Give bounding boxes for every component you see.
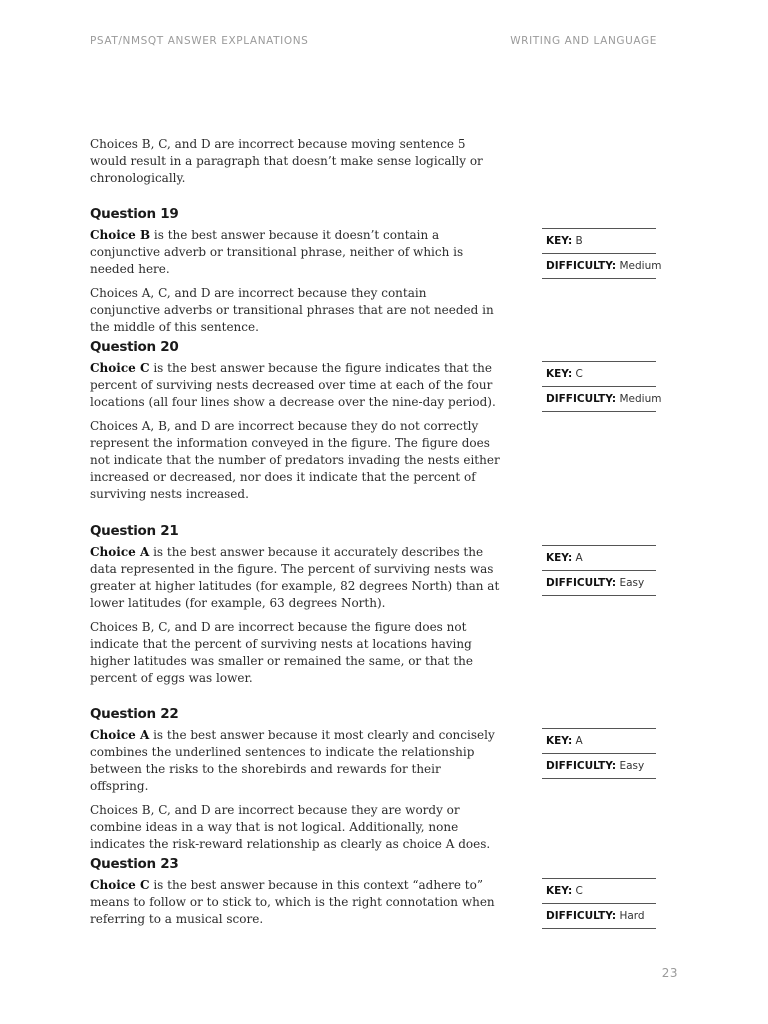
incorrect-explanation: Choices B, C, and D are incorrect because the figure does not indicate that the percent of surviving nests at locations having higher latitudes was smaller or remained the same, or that the percent of eggs was lower. [90, 620, 473, 685]
question-22-body [90, 727, 500, 853]
key-label: KEY: [546, 552, 573, 564]
key-row [542, 728, 656, 753]
difficulty-label: DIFFICULTY: [546, 577, 617, 589]
incorrect-explanation: Choices A, C, and D are incorrect because they contain conjunctive adverbs or transitional phrases that are not needed in the middle of this sentence. [90, 286, 494, 334]
key-value: B [575, 235, 583, 247]
question-19-key-box [542, 228, 662, 279]
page-number: 23 [661, 966, 678, 980]
incorrect-explanation: Choices B, C, and D are incorrect because they are wordy or combine ideas in a way that is not logical. Additionally, none indicates the risk-reward relationship as clearly as choice A does. [90, 803, 491, 851]
intro-paragraph-block [90, 136, 500, 187]
question-23-key-box [542, 878, 656, 929]
key-row [542, 228, 656, 253]
difficulty-value: Easy [619, 577, 645, 589]
correct-explanation [90, 227, 500, 278]
correct-explanation-text: is the best answer because it most clearly and concisely combines the underlined sentences to indicate the relationship between the risks to the shorebirds and rewards for their offspring. [90, 728, 495, 793]
key-row [542, 878, 656, 903]
question-19-title: Question 19 [90, 206, 179, 222]
question-23-body [90, 877, 500, 928]
difficulty-value: Medium [619, 260, 662, 272]
running-header-right: WRITING AND LANGUAGE [510, 35, 657, 47]
difficulty-row [542, 753, 656, 779]
difficulty-value: Easy [619, 760, 645, 772]
question-22-key-box [542, 728, 656, 779]
incorrect-explanation: Choices A, B, and D are incorrect because they do not correctly represent the information conveyed in the figure. The figure does not indicate that the number of predators invading the nests either increased or decreased, nor does it indicate that the percent of surviving nests increased. [90, 419, 500, 501]
difficulty-row [542, 386, 662, 412]
question-22-title: Question 22 [90, 706, 179, 722]
difficulty-label: DIFFICULTY: [546, 910, 617, 922]
difficulty-value: Hard [619, 910, 645, 922]
correct-explanation-text: is the best answer because in this context “adhere to” means to follow or to stick to, which is the right connotation when referring to a musical score. [90, 878, 495, 926]
correct-choice-label: Choice A [90, 545, 150, 559]
correct-choice-label: Choice B [90, 228, 151, 242]
question-20-title: Question 20 [90, 339, 179, 355]
difficulty-value: Medium [619, 393, 662, 405]
key-row [542, 361, 656, 386]
correct-explanation [90, 544, 500, 612]
running-header-left: PSAT/NMSQT ANSWER EXPLANATIONS [90, 35, 309, 47]
key-value: A [575, 735, 583, 747]
key-value: A [575, 552, 583, 564]
correct-choice-label: Choice A [90, 728, 150, 742]
key-row [542, 545, 656, 570]
key-label: KEY: [546, 735, 573, 747]
difficulty-row [542, 903, 656, 929]
key-label: KEY: [546, 235, 573, 247]
correct-explanation-text: is the best answer because it accurately describes the data represented in the figure. The percent of surviving nests was greater at higher latitudes (for example, 82 degrees North) than at lower latitudes (for example, 63 degrees North). [90, 545, 500, 610]
question-20-key-box [542, 361, 662, 412]
intro-paragraph: Choices B, C, and D are incorrect because moving sentence 5 would result in a paragraph that doesn’t make sense logically or chronologically. [90, 137, 483, 185]
correct-explanation [90, 360, 500, 411]
question-23-title: Question 23 [90, 856, 179, 872]
correct-explanation [90, 877, 500, 928]
correct-explanation [90, 727, 500, 795]
question-19-body [90, 227, 500, 336]
difficulty-row [542, 253, 662, 279]
question-21-key-box [542, 545, 656, 596]
question-21-body [90, 544, 500, 687]
correct-choice-label: Choice C [90, 361, 150, 375]
correct-explanation-text: is the best answer because it doesn’t contain a conjunctive adverb or transitional phrase, neither of which is needed here. [90, 228, 464, 276]
question-20-body [90, 360, 500, 503]
question-21-title: Question 21 [90, 523, 179, 539]
difficulty-label: DIFFICULTY: [546, 760, 617, 772]
correct-explanation-text: is the best answer because the figure indicates that the percent of surviving nests decreased over time at each of the four locations (all four lines show a decrease over the nine-day period). [90, 361, 496, 409]
difficulty-row [542, 570, 656, 596]
difficulty-label: DIFFICULTY: [546, 393, 617, 405]
key-label: KEY: [546, 368, 573, 380]
key-label: KEY: [546, 885, 573, 897]
correct-choice-label: Choice C [90, 878, 150, 892]
key-value: C [575, 885, 583, 897]
difficulty-label: DIFFICULTY: [546, 260, 617, 272]
key-value: C [575, 368, 583, 380]
